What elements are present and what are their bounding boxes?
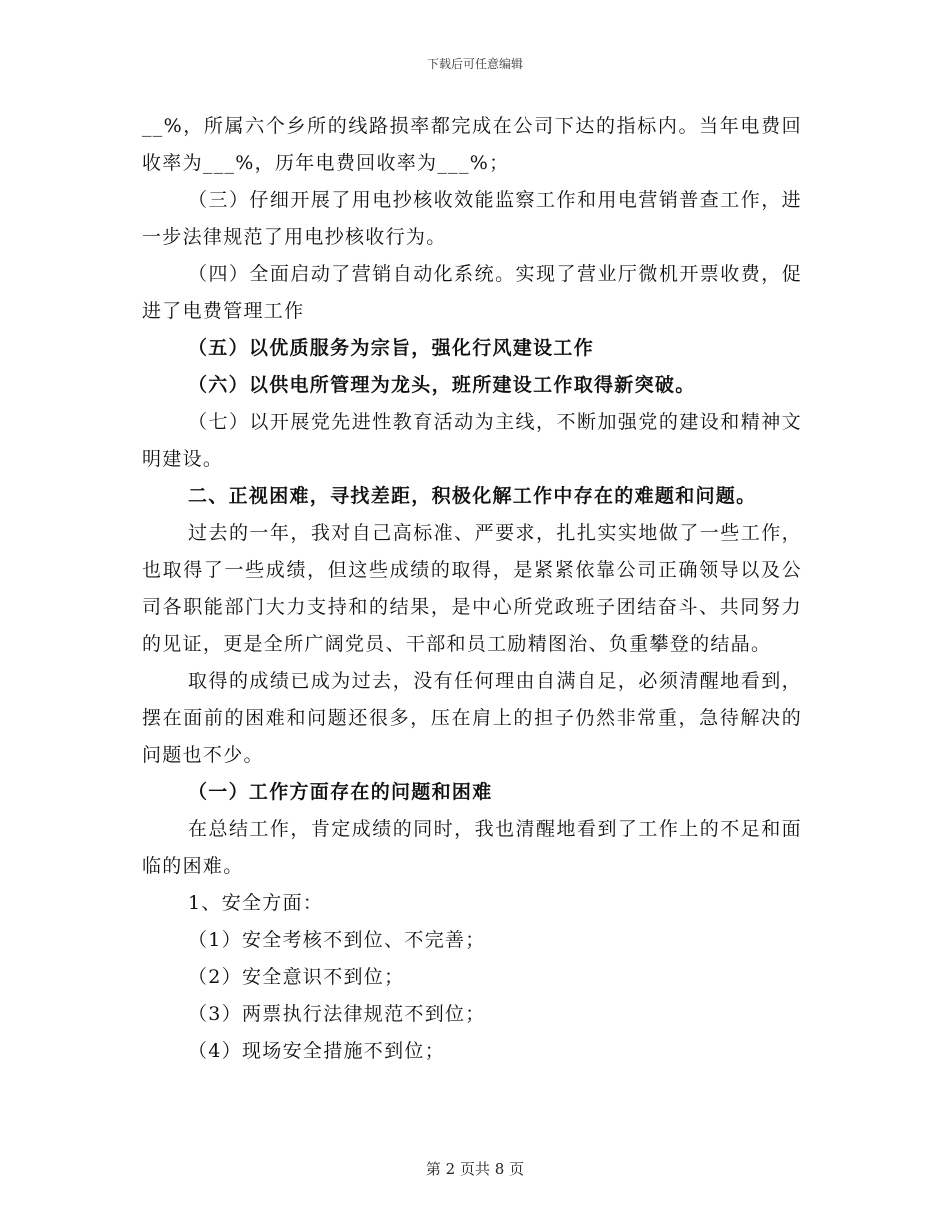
paragraph-2: （三）仔细开展了用电抄核收效能监察工作和用电营销普查工作，进一步法律规范了用电抄核收行为。: [142, 189, 802, 248]
paragraph-achievements: 取得的成绩已成为过去，没有任何理由自满自足，必须清醒地看到，摆在面前的困难和问题还很多，压在肩上的担子仍然非常重，急待解决的问题也不少。: [142, 670, 802, 766]
paragraph-3: （四）全面启动了营销自动化系统。实现了营业厅微机开票收费，促进了电费管理工作: [142, 263, 802, 322]
page-footer: 第 2 页共 8 页: [425, 1160, 525, 1178]
section-heading-2: 二、正视困难，寻找差距，积极化解工作中存在的难题和问题。: [188, 485, 757, 507]
subheading-problems: （一）工作方面存在的问题和困难: [188, 781, 493, 803]
list-item-2: （2）安全意识不到位；: [188, 966, 405, 988]
paragraph-summary: 在总结工作，肯定成绩的同时，我也清醒地看到了工作上的不足和面临的困难。: [142, 818, 802, 877]
list-heading-safety: 1、安全方面：: [188, 892, 324, 914]
list-item-1: （1）安全考核不到位、不完善；: [188, 929, 486, 951]
heading-6: （六）以供电所管理为龙头，班所建设工作取得新突破。: [188, 374, 696, 396]
document-body: [142, 108, 802, 1070]
paragraph-7: （七）以开展党先进性教育活动为主线，不断加强党的建设和精神文明建设。: [142, 411, 802, 470]
list-item-4: （4）现场安全措施不到位；: [188, 1040, 445, 1062]
paragraph-1: __%，所属六个乡所的线路损率都完成在公司下达的指标内。当年电费回收率为___%，历年电费回收率为___%；: [142, 115, 802, 174]
paragraph-past-year: 过去的一年，我对自己高标准、严要求，扎扎实实地做了一些工作，也取得了一些成绩，但这些成绩的取得，是紧紧依靠公司正确领导以及公司各职能部门大力支持和的结果，是中心所党政班子团结奋斗、共同努力的见证，更是全所广阔党员、干部和员工励精图治、负重攀登的结晶。: [142, 522, 802, 655]
page-header: 下载后可任意编辑: [426, 57, 523, 71]
heading-5: （五）以优质服务为宗旨，强化行风建设工作: [188, 337, 595, 359]
list-item-3: （3）两票执行法律规范不到位；: [188, 1003, 486, 1025]
